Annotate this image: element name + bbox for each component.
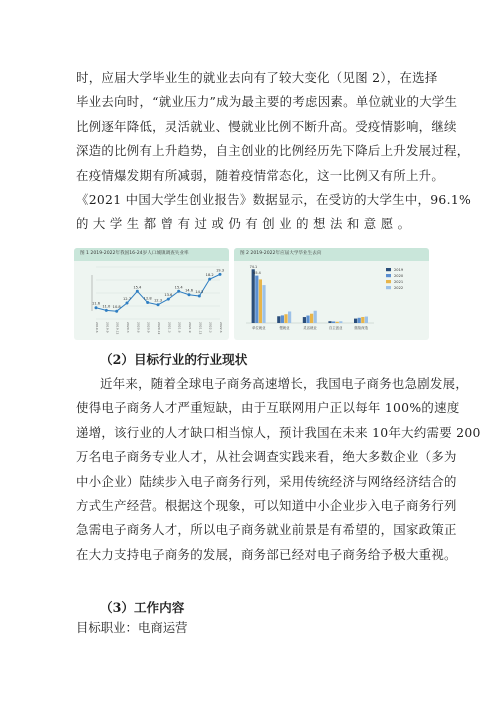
data-point — [126, 301, 129, 304]
x-tick-label: 2019.6 — [95, 322, 99, 333]
data-label: 14.6 — [184, 288, 194, 293]
data-point — [198, 295, 201, 298]
legend-label: 2022 — [394, 286, 404, 290]
legend-swatch — [386, 286, 391, 289]
text-line: 递增，该行业的人才缺口相当惊人，预计我国在未来 10年大约需要 200 — [76, 424, 481, 440]
text-line: 在疫情爆发期有所减弱，随着疫情常态化，这一比例又有所上升。 — [76, 167, 445, 183]
data-point — [167, 298, 170, 301]
bar — [281, 315, 284, 323]
figure-1-title: 图 1 2019-2022年我国16-24岁人口城镇调查失业率 — [80, 251, 189, 256]
data-label: 12.8 — [143, 296, 152, 301]
data-label: 11.0 — [102, 304, 111, 309]
x-tick-label: 2019.12 — [115, 322, 120, 335]
bar — [332, 321, 335, 323]
figure-1-unemployment-chart — [74, 248, 229, 340]
section-heading-work-content: （3）工作内容 — [100, 600, 185, 615]
figure-2-header — [234, 248, 429, 261]
figures-row — [74, 248, 429, 340]
text-line: 比例逐年降低，灵活就业、慢就业比例不断升高。受疫情影响，继续 — [76, 118, 457, 134]
category-label: 继续深造 — [354, 326, 368, 330]
data-point — [146, 301, 149, 304]
data-point — [115, 310, 118, 313]
bar — [284, 314, 287, 323]
category-label: 灵活就业 — [303, 326, 317, 330]
legend-label: 2020 — [394, 274, 404, 278]
bar — [365, 317, 368, 323]
data-label: 19.3 — [215, 268, 225, 273]
bar — [259, 279, 262, 323]
data-label: 15.4 — [133, 285, 142, 290]
text-line: 时，应届大学毕业生的就业去向有了较大变化（见图 2），在选择 — [76, 70, 438, 85]
text-line: 深造的比例有上升趋势，自主创业的比例经历先下降后上升发展过程， — [76, 143, 470, 159]
legend-label: 2021 — [394, 280, 404, 284]
bar — [361, 317, 364, 323]
line-chart — [74, 261, 229, 340]
figure-2-destination-chart — [234, 248, 429, 340]
data-label: 12.7 — [122, 296, 132, 301]
bar — [255, 276, 258, 323]
data-point — [105, 309, 108, 312]
bar — [310, 314, 313, 323]
bar — [336, 322, 339, 323]
figure-2-title: 图 2 2019-2022年应届大学毕业生去向 — [240, 251, 322, 256]
data-point — [136, 290, 139, 293]
data-point — [219, 273, 222, 276]
bar — [328, 321, 331, 323]
x-tick-label: 2020.9 — [146, 322, 151, 333]
paragraph-ecommerce — [76, 372, 481, 567]
x-tick-label: 2022.3 — [208, 322, 213, 333]
legend-swatch — [386, 280, 391, 283]
data-point — [157, 303, 160, 306]
text-line: 中小企业）陆续步入电子商务行列，采用传统经济与网络经济结合的 — [76, 473, 457, 489]
data-point — [95, 306, 98, 309]
x-tick-label: 2020.6 — [136, 322, 141, 333]
data-label: 65.4 — [253, 271, 261, 276]
bar — [277, 316, 280, 323]
text-line: 近年来，随着全球电子商务高速增长，我国电子商务也急剧发展， — [100, 376, 469, 391]
text-line: 急需电子商务人才，所以电子商务就业前景是有希望的，国家政策正 — [76, 522, 457, 538]
x-tick-label: 2021.6 — [177, 322, 182, 333]
text-line: 《2021 中国大学生创业报告》数据显示，在受访的大学生中，96.1% — [76, 192, 472, 208]
x-tick-label: 2022.6 — [219, 322, 223, 333]
data-label: 74.1 — [249, 264, 258, 269]
data-label: 18.2 — [205, 273, 214, 278]
data-label: 13.6 — [164, 293, 173, 298]
text-line: 毕业去向时，“就业压力”成为最主要的考虑因素。单位就业的大学生 — [76, 94, 458, 110]
bar — [306, 316, 309, 323]
legend-swatch — [386, 274, 391, 277]
x-tick-label: 2020.3 — [126, 322, 130, 333]
bar — [303, 317, 306, 323]
legend-swatch — [386, 268, 391, 271]
bar-chart — [234, 261, 429, 340]
x-tick-label: 2020.12 — [157, 322, 161, 335]
category-label: 单位就业 — [252, 326, 266, 330]
target-job: 目标职业：电商运营 — [76, 620, 188, 635]
x-tick-label: 2021.9 — [188, 322, 192, 333]
section-heading-industry-status: （2）目标行业的行业现状 — [100, 352, 248, 367]
text-line: 万名电子商务专业人才，从社会调查实践来看，绝大多数企业（多为 — [76, 449, 457, 465]
bar — [314, 311, 317, 323]
x-tick-label: 2019.9 — [105, 322, 110, 333]
data-point — [188, 293, 191, 296]
bar — [252, 269, 255, 323]
bar — [339, 321, 342, 323]
legend-label: 2019 — [394, 268, 404, 272]
data-label: 12.3 — [153, 298, 163, 303]
bar — [262, 285, 265, 323]
text-line: 方式生产经营。根据这个现象，可以知道中小企业步入电子商务行列 — [76, 498, 457, 514]
x-tick-label: 2021.12 — [198, 322, 203, 335]
data-label: 15.4 — [174, 285, 183, 290]
text-line: 的 大 学 生 都 曾 有 过 或 仍 有 创 业 的 想 法 和 意 愿 。 — [76, 216, 411, 232]
data-label: 11.6 — [91, 301, 101, 306]
data-point — [177, 290, 180, 293]
figure-1-header — [74, 248, 229, 261]
text-line: 使得电子商务人才严重短缺，由于互联网用户正以每年 100%的速度 — [76, 400, 460, 416]
category-label: 慢就业 — [279, 326, 290, 330]
x-tick-label: 2021.3 — [167, 322, 172, 333]
data-label: 10.8 — [112, 305, 121, 310]
bar — [288, 311, 291, 323]
bar — [354, 319, 357, 323]
bar — [358, 318, 361, 323]
text-line: 在大力支持电子商务的发展，商务部已经对电子商务给予极大重视。 — [76, 546, 457, 562]
category-label: 自主创业 — [328, 326, 343, 330]
data-label: 14.3 — [195, 290, 204, 295]
data-point — [208, 278, 211, 281]
paragraph-employment-trends — [76, 66, 472, 237]
